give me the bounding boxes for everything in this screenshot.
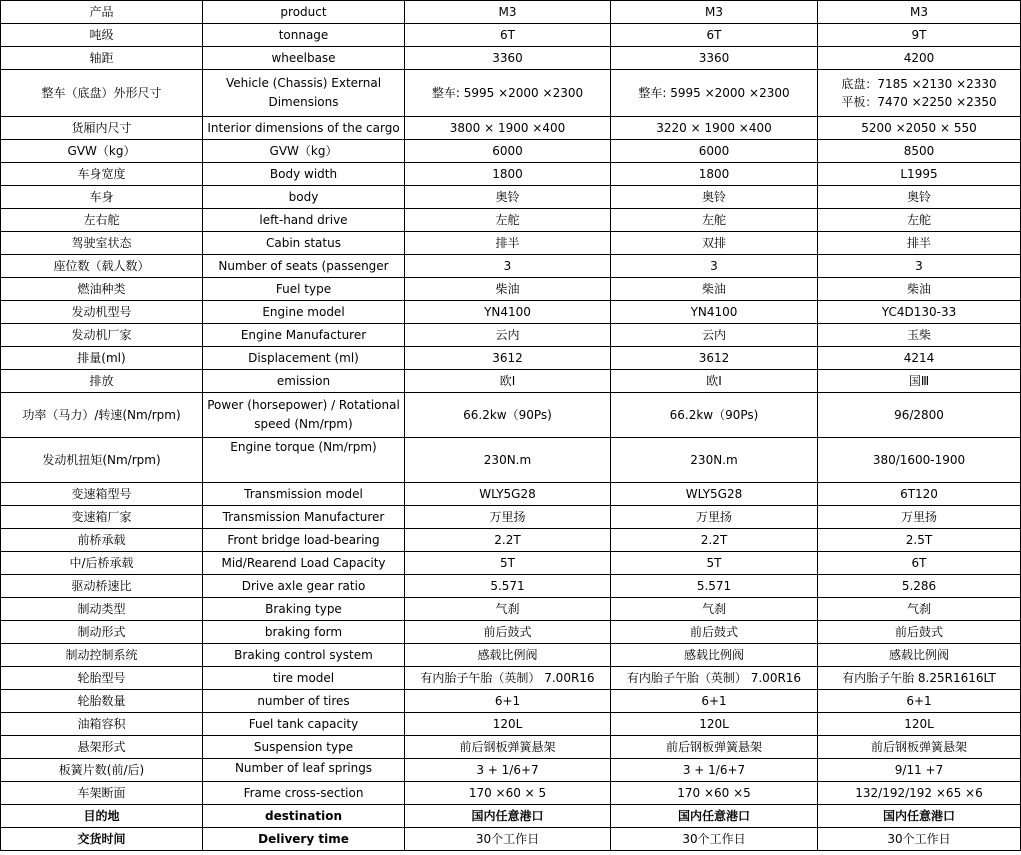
label-cn: 吨级 — [1, 24, 203, 47]
value-cell: 柴油 — [818, 278, 1021, 301]
label-cn: 轮胎型号 — [1, 667, 203, 690]
value-cell: 云内 — [405, 324, 611, 347]
row-axle-ratio — [1, 575, 1021, 598]
value-cell: 66.2kw（90Ps) — [405, 393, 611, 438]
label-cn: 制动形式 — [1, 621, 203, 644]
value-cell: L1995 — [818, 163, 1021, 186]
label-en: Front bridge load-bearing — [203, 529, 405, 552]
label-en: wheelbase — [203, 47, 405, 70]
label-cn: 驱动桥速比 — [1, 575, 203, 598]
row-destination — [1, 805, 1021, 828]
value-cell: 5200 ×2050 × 550 — [818, 117, 1021, 140]
label-cn: 轮胎数量 — [1, 690, 203, 713]
value-cell: 6000 — [611, 140, 818, 163]
value-cell: 120L — [611, 713, 818, 736]
value-cell: 欧Ⅰ — [405, 370, 611, 393]
value-cell: 30个工作日 — [818, 828, 1021, 851]
value-cell: 整车: 5995 ×2000 ×2300 — [405, 70, 611, 117]
value-cell: YN4100 — [405, 301, 611, 324]
value-cell: 气刹 — [818, 598, 1021, 621]
value-cell: 1800 — [405, 163, 611, 186]
value-cell: 国内任意港口 — [818, 805, 1021, 828]
row-delivery-time — [1, 828, 1021, 851]
label-cn: 产品 — [1, 1, 203, 24]
label-cn: 制动类型 — [1, 598, 203, 621]
value-cell: WLY5G28 — [611, 483, 818, 506]
value-cell: 96/2800 — [818, 393, 1021, 438]
value-cell: 前后钢板弹簧悬架 — [405, 736, 611, 759]
value-cell: 120L — [405, 713, 611, 736]
value-cell: M3 — [405, 1, 611, 24]
label-en: emission — [203, 370, 405, 393]
label-cn: 悬架形式 — [1, 736, 203, 759]
label-en: number of tires — [203, 690, 405, 713]
label-en: Braking type — [203, 598, 405, 621]
row-braking-control — [1, 644, 1021, 667]
value-cell: 整车: 5995 ×2000 ×2300 — [611, 70, 818, 117]
value-cell: 柴油 — [611, 278, 818, 301]
value-cell: 双排 — [611, 232, 818, 255]
value-cell: 3800 × 1900 ×400 — [405, 117, 611, 140]
label-en: tire model — [203, 667, 405, 690]
label-en: Engine Manufacturer — [203, 324, 405, 347]
row-engine-manufacturer — [1, 324, 1021, 347]
label-en: Engine torque (Nm/rpm) — [203, 438, 405, 483]
row-rear-axle-load — [1, 552, 1021, 575]
label-en: Number of seats (passenger — [203, 255, 405, 278]
row-transmission-manufacturer — [1, 506, 1021, 529]
value-cell: 气刹 — [405, 598, 611, 621]
label-cn: 货厢内尺寸 — [1, 117, 203, 140]
value-cell: 3612 — [405, 347, 611, 370]
value-cell: 1800 — [611, 163, 818, 186]
label-en: Number of leaf springs — [203, 759, 405, 782]
row-product — [1, 1, 1021, 24]
value-cell: 380/1600-1900 — [818, 438, 1021, 483]
value-cell: 120L — [818, 713, 1021, 736]
label-en: Drive axle gear ratio — [203, 575, 405, 598]
value-cell: 国Ⅲ — [818, 370, 1021, 393]
label-cn: 交货时间 — [1, 828, 203, 851]
row-external-dimensions — [1, 70, 1021, 117]
row-wheelbase — [1, 47, 1021, 70]
value-cell: 奥铃 — [818, 186, 1021, 209]
row-fuel-tank — [1, 713, 1021, 736]
value-cell: 前后鼓式 — [818, 621, 1021, 644]
label-cn: 整车（底盘）外形尺寸 — [1, 70, 203, 117]
value-cell: 奥铃 — [405, 186, 611, 209]
value-cell: 5T — [405, 552, 611, 575]
row-transmission-model — [1, 483, 1021, 506]
row-body — [1, 186, 1021, 209]
row-frame-section — [1, 782, 1021, 805]
value-cell: 6T — [818, 552, 1021, 575]
label-cn: 轴距 — [1, 47, 203, 70]
row-engine-model — [1, 301, 1021, 324]
label-en: body — [203, 186, 405, 209]
value-cell: 2.5T — [818, 529, 1021, 552]
label-en: Vehicle (Chassis) External Dimensions — [203, 70, 405, 117]
value-cell: 有内胎子午胎 8.25R1616LT — [818, 667, 1021, 690]
value-cell: 5.571 — [611, 575, 818, 598]
value-cell: 170 ×60 ×5 — [611, 782, 818, 805]
value-cell: 前后钢板弹簧悬架 — [818, 736, 1021, 759]
label-en: Body width — [203, 163, 405, 186]
label-en: left-hand drive — [203, 209, 405, 232]
row-drive-side — [1, 209, 1021, 232]
value-cell: 132/192/192 ×65 ×6 — [818, 782, 1021, 805]
value-cell: 30个工作日 — [405, 828, 611, 851]
value-cell — [818, 70, 1021, 117]
row-body-width — [1, 163, 1021, 186]
value-cell: 万里扬 — [405, 506, 611, 529]
value-cell: 30个工作日 — [611, 828, 818, 851]
value-cell: 6T — [611, 24, 818, 47]
value-cell: 排半 — [818, 232, 1021, 255]
label-en: Transmission model — [203, 483, 405, 506]
label-cn: 目的地 — [1, 805, 203, 828]
value-cell: 66.2kw（90Ps) — [611, 393, 818, 438]
label-cn: 中/后桥承载 — [1, 552, 203, 575]
value-cell: 前后鼓式 — [405, 621, 611, 644]
value-cell: 感载比例阀 — [818, 644, 1021, 667]
label-cn: 功率（马力）/转速(Nm/rpm) — [1, 393, 203, 438]
row-engine-torque — [1, 438, 1021, 483]
value-cell: 3 + 1/6+7 — [611, 759, 818, 782]
row-front-axle-load — [1, 529, 1021, 552]
label-cn: 变速箱厂家 — [1, 506, 203, 529]
row-cargo-dimensions — [1, 117, 1021, 140]
value-cell: M3 — [611, 1, 818, 24]
value-cell: 3612 — [611, 347, 818, 370]
label-en: Fuel tank capacity — [203, 713, 405, 736]
value-cell: 6+1 — [818, 690, 1021, 713]
label-en: Cabin status — [203, 232, 405, 255]
value-cell: 3360 — [611, 47, 818, 70]
value-cell: 9/11 +7 — [818, 759, 1021, 782]
label-en: Mid/Rearend Load Capacity — [203, 552, 405, 575]
value-cell: 有内胎子午胎（英制） 7.00R16 — [405, 667, 611, 690]
label-cn: 发动机扭矩(Nm/rpm) — [1, 438, 203, 483]
value-cell: 前后鼓式 — [611, 621, 818, 644]
value-cell: 6T — [405, 24, 611, 47]
value-cell: 排半 — [405, 232, 611, 255]
value-cell: 3220 × 1900 ×400 — [611, 117, 818, 140]
label-en: Power (horsepower) / Rotational speed (Nm/rpm) — [203, 393, 405, 438]
value-cell: 奥铃 — [611, 186, 818, 209]
value-cell: 8500 — [818, 140, 1021, 163]
value-line: 平板：7470 ×2250 ×2350 — [841, 95, 997, 109]
value-cell: 4214 — [818, 347, 1021, 370]
row-emission — [1, 370, 1021, 393]
value-cell: 柴油 — [405, 278, 611, 301]
value-cell: 6+1 — [611, 690, 818, 713]
value-cell: 5.571 — [405, 575, 611, 598]
label-en: Frame cross-section — [203, 782, 405, 805]
value-cell: 欧Ⅰ — [611, 370, 818, 393]
value-cell: 左舵 — [611, 209, 818, 232]
label-cn: 前桥承载 — [1, 529, 203, 552]
row-seats — [1, 255, 1021, 278]
label-cn: 左右舵 — [1, 209, 203, 232]
value-cell: 国内任意港口 — [405, 805, 611, 828]
value-cell: 玉柴 — [818, 324, 1021, 347]
value-cell: 230N.m — [405, 438, 611, 483]
label-cn: 制动控制系统 — [1, 644, 203, 667]
label-en: Delivery time — [203, 828, 405, 851]
value-cell: 3 — [611, 255, 818, 278]
value-cell: M3 — [818, 1, 1021, 24]
label-en: Fuel type — [203, 278, 405, 301]
label-en: Displacement (ml) — [203, 347, 405, 370]
value-cell: 云内 — [611, 324, 818, 347]
value-cell: 前后钢板弹簧悬架 — [611, 736, 818, 759]
value-cell: 170 ×60 × 5 — [405, 782, 611, 805]
value-cell: YN4100 — [611, 301, 818, 324]
value-cell: 国内任意港口 — [611, 805, 818, 828]
value-cell: 6+1 — [405, 690, 611, 713]
label-cn: 排量(ml) — [1, 347, 203, 370]
value-cell: 感载比例阀 — [405, 644, 611, 667]
label-cn: 车架断面 — [1, 782, 203, 805]
value-cell: 左舵 — [405, 209, 611, 232]
row-braking-form — [1, 621, 1021, 644]
row-fuel-type — [1, 278, 1021, 301]
value-cell: 2.2T — [611, 529, 818, 552]
label-cn: 车身 — [1, 186, 203, 209]
value-cell: 5T — [611, 552, 818, 575]
value-cell: 5.286 — [818, 575, 1021, 598]
value-cell: 感载比例阀 — [611, 644, 818, 667]
value-cell: 4200 — [818, 47, 1021, 70]
value-cell: 有内胎子午胎（英制） 7.00R16 — [611, 667, 818, 690]
row-tonnage — [1, 24, 1021, 47]
label-cn: 变速箱型号 — [1, 483, 203, 506]
row-braking-type — [1, 598, 1021, 621]
label-en: braking form — [203, 621, 405, 644]
row-power — [1, 393, 1021, 438]
value-cell: 3 — [818, 255, 1021, 278]
label-cn: 燃油种类 — [1, 278, 203, 301]
label-cn: 驾驶室状态 — [1, 232, 203, 255]
row-cabin-status — [1, 232, 1021, 255]
row-gvw — [1, 140, 1021, 163]
row-tire-count — [1, 690, 1021, 713]
row-leaf-springs — [1, 759, 1021, 782]
value-cell: 3 — [405, 255, 611, 278]
label-cn: 车身宽度 — [1, 163, 203, 186]
row-tire-model — [1, 667, 1021, 690]
value-cell: 万里扬 — [818, 506, 1021, 529]
label-cn: 油箱容积 — [1, 713, 203, 736]
label-cn: 座位数（载人数） — [1, 255, 203, 278]
value-cell: 左舵 — [818, 209, 1021, 232]
label-en: Suspension type — [203, 736, 405, 759]
value-cell: YC4D130-33 — [818, 301, 1021, 324]
value-line: 底盘：7185 ×2130 ×2330 — [841, 77, 997, 91]
value-cell: 6000 — [405, 140, 611, 163]
label-cn: 板簧片数(前/后) — [1, 759, 203, 782]
value-cell: 气刹 — [611, 598, 818, 621]
label-en: destination — [203, 805, 405, 828]
label-cn: 排放 — [1, 370, 203, 393]
label-en: tonnage — [203, 24, 405, 47]
label-cn: 发动机厂家 — [1, 324, 203, 347]
value-cell: 3360 — [405, 47, 611, 70]
label-en: Interior dimensions of the cargo — [203, 117, 405, 140]
label-en: Braking control system — [203, 644, 405, 667]
value-cell: WLY5G28 — [405, 483, 611, 506]
label-en: Transmission Manufacturer — [203, 506, 405, 529]
value-cell: 9T — [818, 24, 1021, 47]
label-en: Engine model — [203, 301, 405, 324]
value-cell: 6T120 — [818, 483, 1021, 506]
label-cn: 发动机型号 — [1, 301, 203, 324]
value-cell: 230N.m — [611, 438, 818, 483]
label-cn: GVW（kg） — [1, 140, 203, 163]
row-suspension — [1, 736, 1021, 759]
label-en: GVW（kg） — [203, 140, 405, 163]
value-cell: 2.2T — [405, 529, 611, 552]
value-cell: 万里扬 — [611, 506, 818, 529]
value-cell: 3 + 1/6+7 — [405, 759, 611, 782]
label-en: product — [203, 1, 405, 24]
row-displacement — [1, 347, 1021, 370]
